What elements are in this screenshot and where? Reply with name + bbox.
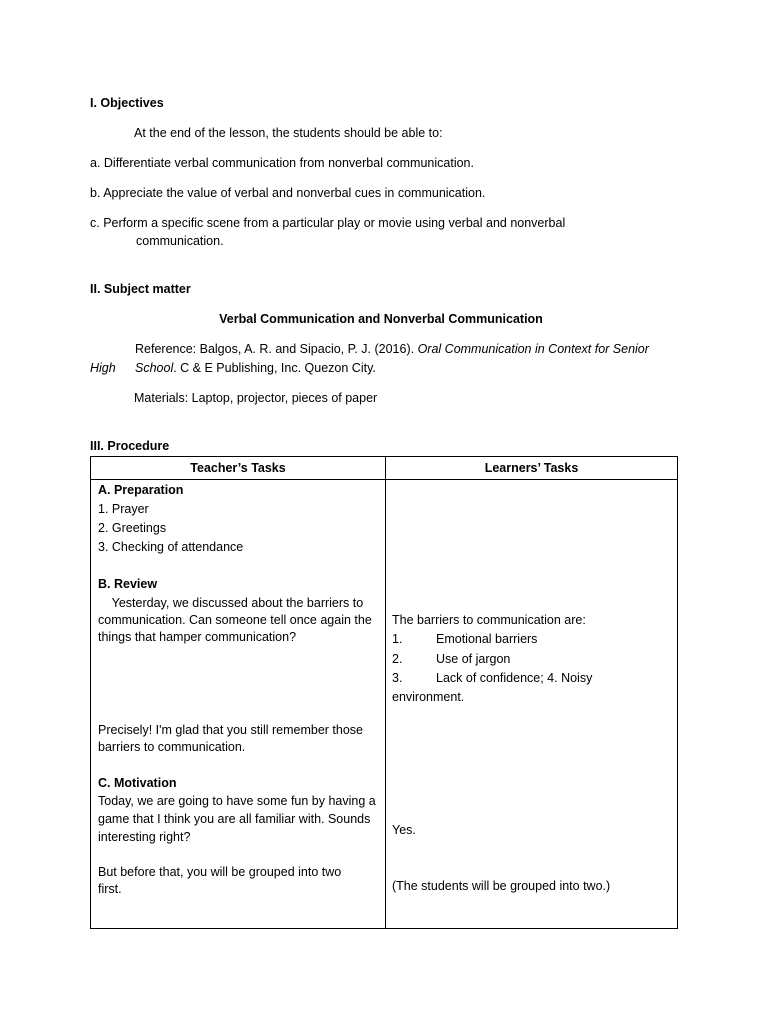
objectives-heading: I. Objectives xyxy=(90,96,164,110)
grouping-text: first. xyxy=(98,882,122,896)
column-divider xyxy=(385,457,386,928)
precisely-text: barriers to communication. xyxy=(98,740,246,754)
reference-high: High xyxy=(90,361,116,375)
objective-item-b: b. Appreciate the value of verbal and nonverbal cues in communication. xyxy=(90,186,486,200)
barrier-number: 3. xyxy=(392,671,403,685)
barrier-text: Lack of confidence; 4. Noisy xyxy=(436,671,593,685)
precisely-text: Precisely! I'm glad that you still remember those xyxy=(98,723,363,737)
procedure-table xyxy=(90,456,678,929)
barrier-number: 1. xyxy=(392,632,403,646)
reference-prefix: Reference: Balgos, A. R. and Sipacio, P. J. (2016). xyxy=(135,342,418,356)
procedure-heading: III. Procedure xyxy=(90,439,170,453)
subject-title: Verbal Communication and Nonverbal Communication xyxy=(219,312,543,326)
objective-item-c: c. Perform a specific scene from a particular play or movie using verbal and nonverbal xyxy=(90,216,566,230)
barriers-intro: The barriers to communication are: xyxy=(392,613,586,627)
materials: Materials: Laptop, projector, pieces of paper xyxy=(134,391,378,405)
barrier-item xyxy=(392,670,592,688)
motivation-text: game that I think you are all familiar with. Sounds xyxy=(98,812,371,826)
barrier-item xyxy=(392,631,537,649)
objective-item-c-continued: communication. xyxy=(136,234,224,248)
review-heading: B. Review xyxy=(98,577,158,591)
header-divider xyxy=(91,479,677,480)
barriers-tail: environment. xyxy=(392,690,465,704)
reference-publisher: . C & E Publishing, Inc. Quezon City. xyxy=(173,361,376,375)
learner-yes: Yes. xyxy=(392,823,416,837)
subject-matter-heading: II. Subject matter xyxy=(90,282,191,296)
reference-school: School xyxy=(135,361,174,375)
reference-line-1 xyxy=(135,341,649,357)
preparation-item: 3. Checking of attendance xyxy=(98,540,244,554)
preparation-item: 1. Prayer xyxy=(98,502,149,516)
review-text: things that hamper communication? xyxy=(98,630,297,644)
barrier-number: 2. xyxy=(392,652,403,666)
barrier-item xyxy=(392,651,510,669)
barrier-text: Emotional barriers xyxy=(436,632,538,646)
motivation-text: interesting right? xyxy=(98,830,191,844)
objective-item-a: a. Differentiate verbal communication from nonverbal communication. xyxy=(90,156,474,170)
review-text: communication. Can someone tell once again the xyxy=(98,613,372,627)
motivation-heading: C. Motivation xyxy=(98,776,177,790)
reference-book-title: Oral Communication in Context for Senior xyxy=(417,342,649,356)
teacher-tasks-header: Teacher’s Tasks xyxy=(190,461,286,475)
preparation-heading: A. Preparation xyxy=(98,483,184,497)
reference-line-2 xyxy=(135,360,376,376)
grouping-text: But before that, you will be grouped into two xyxy=(98,865,342,879)
preparation-item: 2. Greetings xyxy=(98,521,167,535)
barrier-text: Use of jargon xyxy=(436,652,511,666)
motivation-text: Today, we are going to have some fun by having a xyxy=(98,794,376,808)
learner-grouped: (The students will be grouped into two.) xyxy=(392,879,611,893)
review-text: Yesterday, we discussed about the barriers to xyxy=(98,596,364,610)
objectives-intro: At the end of the lesson, the students should be able to: xyxy=(134,126,443,140)
learners-tasks-header: Learners’ Tasks xyxy=(484,461,579,475)
